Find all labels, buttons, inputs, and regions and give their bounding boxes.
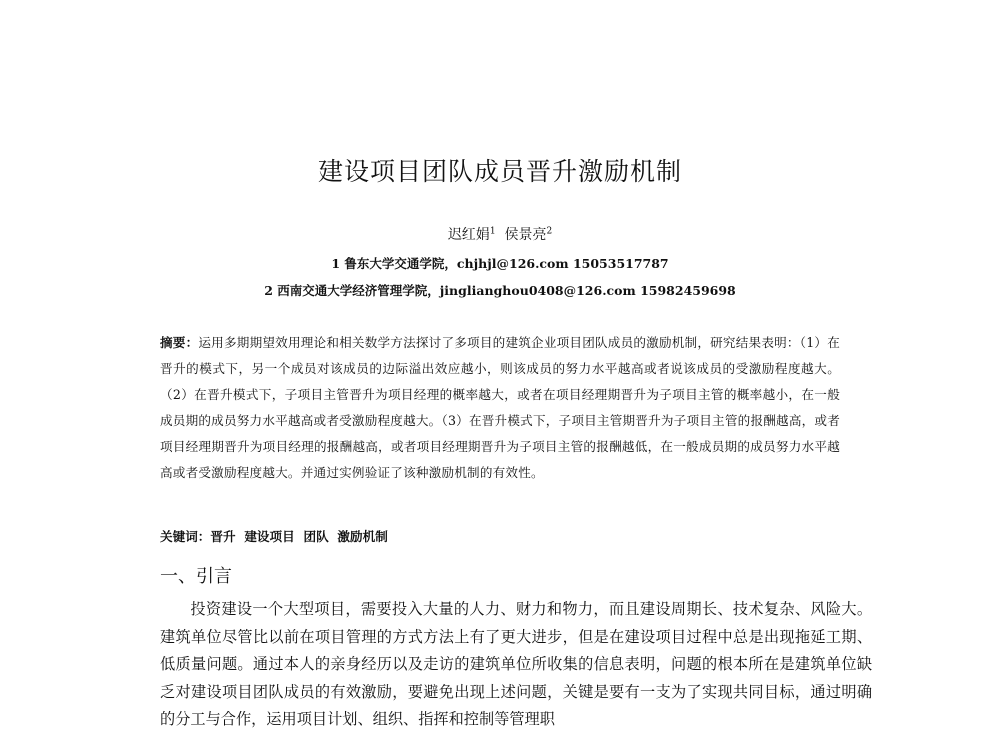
section-heading: 一、引言 xyxy=(160,566,232,587)
author-name: 迟红娟 xyxy=(447,227,490,243)
author-affiliation-mark: 1 xyxy=(489,226,496,237)
abstract-text: 运用多期期望效用理论和相关数学方法探讨了多项目的建筑企业项目团队成员的激励机制，研究结果表明：（1）在晋升的模式下，另一个成员对该成员的边际溢出效应越小，则该成员的努力水平越高或者说该成员的受激励程度越大。（2）在晋升模式下，子项目主管晋升为项目经理的概率越大，或者在项目经理期晋升为子项目主管的概率越小，在一般成员期的成员努力水平越高或者受激励程度越大。（3）在晋升模式下，子项目主管期晋升为子项目主管的报酬越高，或者项目经理期晋升为项目经理的报酬越高，或者项目经理期晋升为子项目主管的报酬越低，在一般成员期的成员努力水平越高或者受激励程度越大。并通过实例验证了该种激励机制的有效性。 xyxy=(160,335,840,480)
keywords xyxy=(160,526,388,545)
paper-title: 建设项目团队成员晋升激励机制 xyxy=(317,157,682,186)
body-paragraph: 投资建设一个大型项目，需要投入大量的人力、财力和物力，而且建设周期长、技术复杂、风险大。建筑单位尽管比以前在项目管理的方式方法上有了更大进步，但是在建设项目过程中总是出现拖延工期、低质量问题。通过本人的亲身经历以及走访的建筑单位所收集的信息表明，问题的根本所在是建筑单位缺乏对建设项目团队成员的有效激励，要避免出现上述问题，关键是要有一支为了实现共同目标，通过明确的分工与合作，运用项目计划、组织、指挥和控制等管理职 xyxy=(160,600,872,728)
affiliation: 2 西南交通大学经济管理学院，jinglianghou0408@126.com 15982459698 xyxy=(264,283,736,298)
keywords-label: 关键词： xyxy=(160,529,211,544)
author-affiliation-mark: 2 xyxy=(546,226,553,237)
abstract xyxy=(160,330,840,486)
affiliation: 1 鲁东大学交通学院，chjhjl@126.com 15053517787 xyxy=(331,256,669,271)
keywords-text: 晋升 建设项目 团队 激励机制 xyxy=(210,529,388,544)
author-list xyxy=(0,224,1000,244)
author-name: 侯景亮 xyxy=(504,227,547,243)
abstract-label: 摘要： xyxy=(160,335,199,350)
